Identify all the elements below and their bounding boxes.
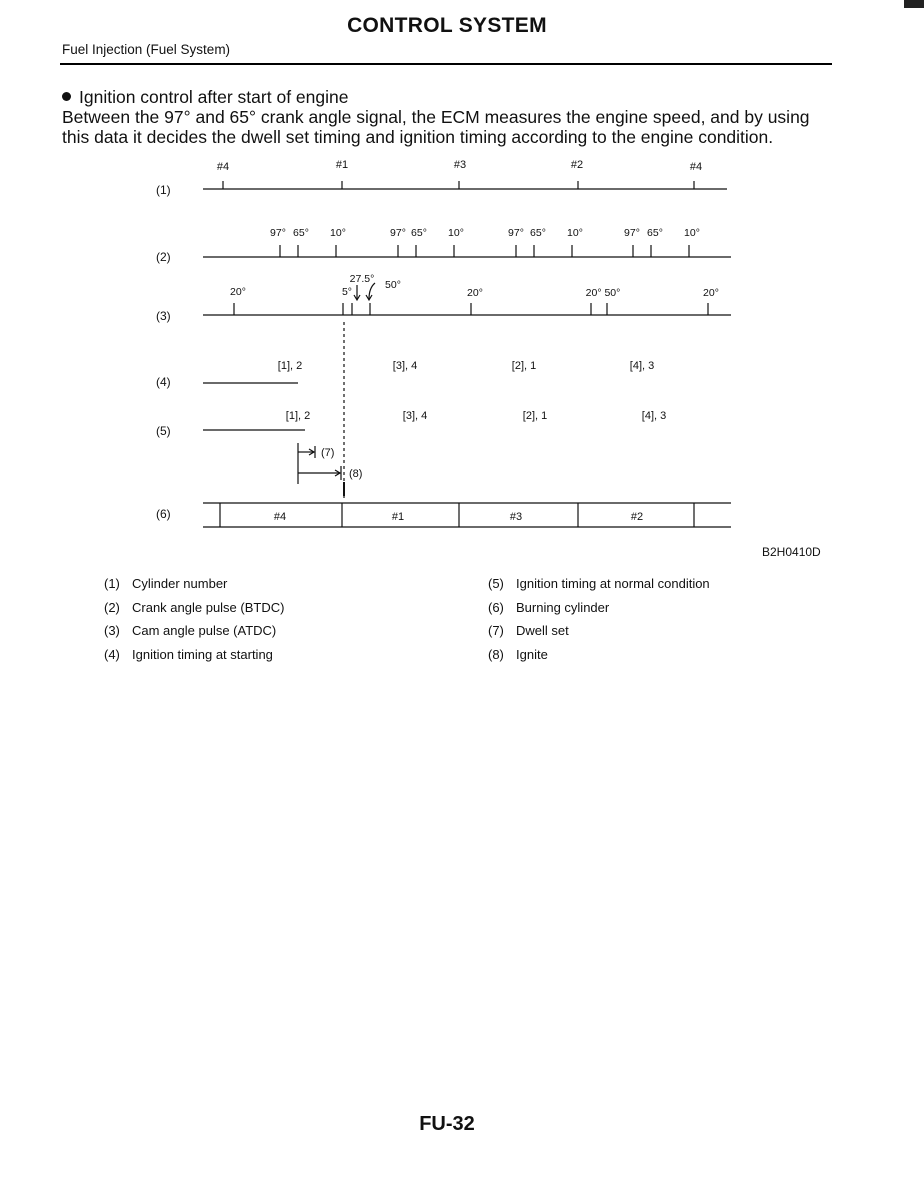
legend-number: (4) xyxy=(104,646,120,662)
crank-label: 65° xyxy=(411,227,427,239)
normal-label: [2], 1 xyxy=(522,410,548,422)
burning-cell: #2 xyxy=(630,511,644,523)
burning-cell: #4 xyxy=(273,511,287,523)
legend-text: Ignition timing at starting xyxy=(132,646,273,662)
cylinder-mark: #4 xyxy=(689,161,703,173)
cylinder-mark: #1 xyxy=(335,159,349,171)
starting-label: [1], 2 xyxy=(277,360,303,372)
cam-label: 27.5° xyxy=(349,273,375,285)
bullet-icon xyxy=(62,92,71,101)
legend-text: Dwell set xyxy=(516,623,569,638)
row-label-1: (1) xyxy=(156,183,171,197)
crank-label: 10° xyxy=(567,227,583,239)
cam-label: 20° xyxy=(230,286,246,298)
cam-label: 50° xyxy=(385,279,401,291)
row-label-2: (2) xyxy=(156,250,171,264)
legend-item xyxy=(488,647,710,671)
legend-text: Cam angle pulse (ATDC) xyxy=(132,623,277,638)
row-label-6: (6) xyxy=(156,507,171,521)
intro-paragraph: Between the 97° and 65° crank angle signal, the ECM measures the engine speed, and by using this data it decides the dwell set timing and ignition timing according to the engine condition. xyxy=(62,107,810,147)
section-title: Fuel Injection (Fuel System) xyxy=(62,42,231,57)
crank-label: 10° xyxy=(448,227,464,239)
header-rule xyxy=(60,63,832,65)
legend-text: Crank angle pulse (BTDC) xyxy=(132,599,285,615)
legend-item xyxy=(104,576,284,600)
crank-label: 65° xyxy=(293,227,309,239)
row-label-4: (4) xyxy=(156,375,171,389)
cam-label: 20° xyxy=(467,287,483,299)
legend-item xyxy=(488,623,710,647)
figure-code: B2H0410D xyxy=(762,545,821,559)
legend-number: (1) xyxy=(104,576,120,591)
legend-item xyxy=(488,600,710,624)
legend-number: (5) xyxy=(488,576,504,591)
legend-right xyxy=(488,576,710,670)
cylinder-mark: #4 xyxy=(216,161,230,173)
bullet-text: Ignition control after start of engine xyxy=(79,87,349,107)
legend-item xyxy=(104,647,284,671)
legend-number: (3) xyxy=(104,623,120,638)
crank-label: 10° xyxy=(684,227,700,239)
row-label-3: (3) xyxy=(156,309,171,323)
legend-text: Ignition timing at normal condition xyxy=(516,576,710,591)
starting-label: [2], 1 xyxy=(511,360,537,372)
bullet-item xyxy=(62,87,348,108)
legend-number: (6) xyxy=(488,599,504,615)
ignition-timing-diagram xyxy=(0,150,924,550)
legend-number: (7) xyxy=(488,623,504,638)
normal-label: [1], 2 xyxy=(285,410,311,422)
cylinder-mark: #3 xyxy=(453,159,467,171)
legend-left xyxy=(104,576,284,670)
crank-label: 97° xyxy=(624,227,640,239)
ignite-label: (8) xyxy=(349,468,363,480)
cam-label: 20° xyxy=(703,287,719,299)
crank-label: 97° xyxy=(270,227,286,239)
normal-label: [3], 4 xyxy=(402,410,428,422)
legend-text: Cylinder number xyxy=(132,576,228,591)
dwell-label: (7) xyxy=(321,447,335,459)
crank-label: 65° xyxy=(530,227,546,239)
legend-number: (8) xyxy=(488,646,504,662)
cam-label: 20° 50° xyxy=(585,287,621,299)
crank-label: 65° xyxy=(647,227,663,239)
burning-cell: #1 xyxy=(391,511,405,523)
crank-label: 97° xyxy=(390,227,406,239)
legend-item xyxy=(104,600,284,624)
corner-mark xyxy=(904,0,924,8)
legend-item xyxy=(104,623,284,647)
cylinder-mark: #2 xyxy=(570,159,584,171)
burning-cell: #3 xyxy=(509,511,523,523)
crank-label: 10° xyxy=(330,227,346,239)
legend-text: Ignite xyxy=(516,646,548,662)
page-number: FU-32 xyxy=(419,1113,475,1135)
crank-label: 97° xyxy=(508,227,524,239)
starting-label: [4], 3 xyxy=(629,360,655,372)
row-label-5: (5) xyxy=(156,424,171,438)
legend-text: Burning cylinder xyxy=(516,599,610,615)
normal-label: [4], 3 xyxy=(641,410,667,422)
starting-label: [3], 4 xyxy=(392,360,418,372)
cam-label: 5° xyxy=(341,286,353,298)
page-title: CONTROL SYSTEM xyxy=(347,14,547,37)
legend-item xyxy=(488,576,710,600)
legend-number: (2) xyxy=(104,599,120,615)
